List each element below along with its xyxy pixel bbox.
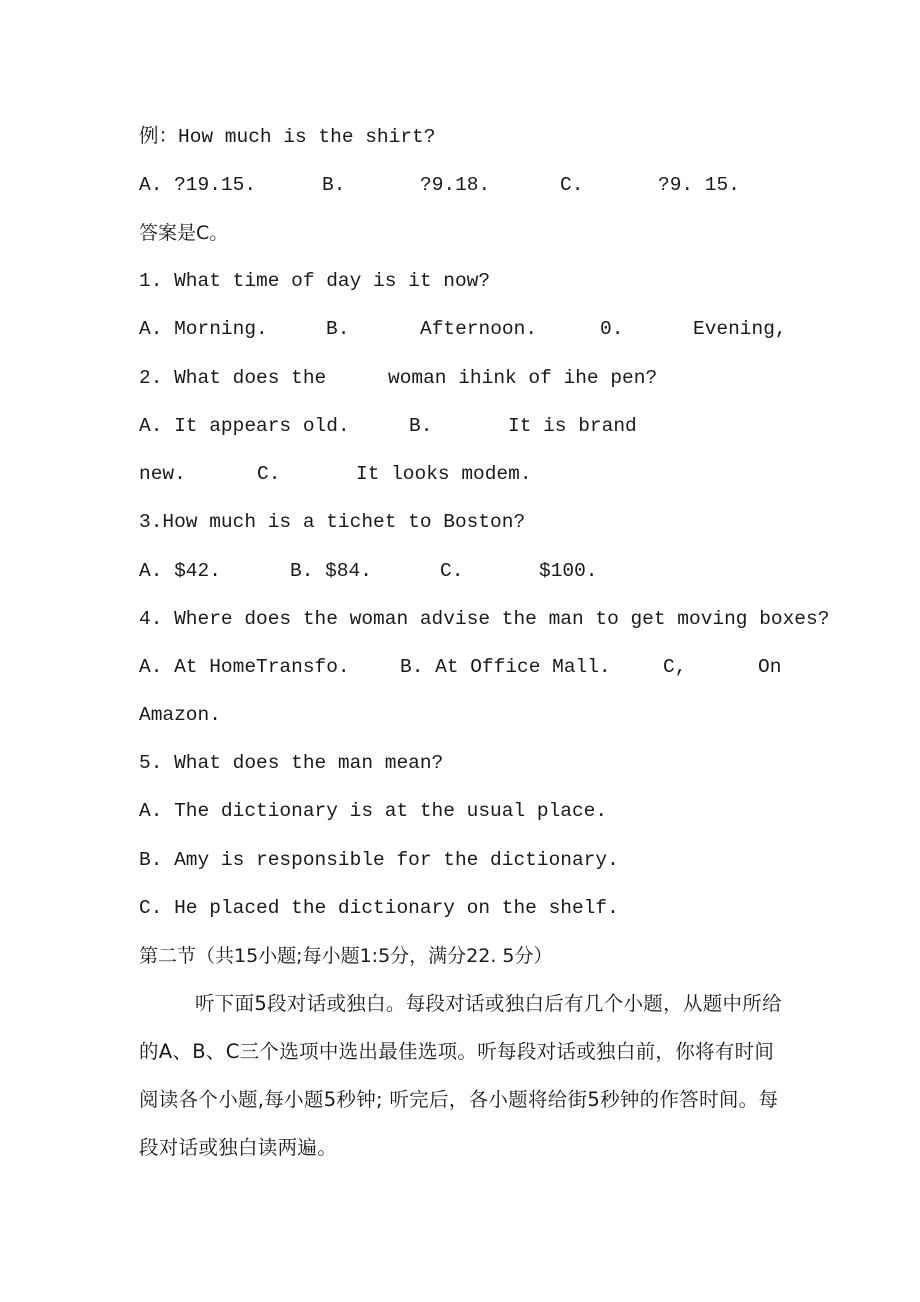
question-3-option-b: B. $84. [290,560,372,582]
question-4-option-c-text-cont: Amazon. [139,704,221,726]
question-1-option-c-text: Evening, [693,318,787,340]
example-option-b-letter: B. [322,174,346,196]
question-2-stem-part1: 2. What does the [139,367,327,389]
question-2-option-c-text: It looks modem. [356,463,532,485]
question-5-option-a: A. The dictionary is at the usual place. [139,800,608,822]
question-1-option-b-text: Afternoon. [420,318,538,340]
question-2-option-b-text: It is brand [508,415,637,437]
question-3-option-a: A. $42. [139,560,221,582]
question-1-stem: 1. What time of day is it now? [139,270,491,292]
question-4-stem: 4. Where does the woman advise the man to get moving boxes? [139,608,830,630]
question-4-option-c-text: On [758,656,782,678]
question-2-option-b-letter: B. [409,415,433,437]
question-3-option-c-letter: C. [440,560,464,582]
example-question: 例：How much is the shirt? [139,126,436,148]
question-5-option-c: C. He placed the dictionary on the shelf. [139,897,619,919]
example-option-b-text: ?9.18. [420,174,491,196]
question-4-option-a: A. At HomeTransfo. [139,656,350,678]
example-option-a: A. ?19.15. [139,174,257,196]
question-2-stem-part2: woman ihink of ihe pen? [388,367,658,389]
question-1-option-a: A. Morning. [139,318,268,340]
question-2-option-a: A. It appears old. [139,415,350,437]
example-option-c-letter: C. [560,174,584,196]
question-5-stem: 5. What does the man mean? [139,752,444,774]
example-answer: 答案是C。 [139,222,229,244]
section-2-heading: 第二节（共15小题;每小题1:5分，满分22. 5分） [139,945,553,967]
question-5-option-b: B. Amy is responsible for the dictionary. [139,849,619,871]
question-3-stem: 3.How much is a tichet to Boston? [139,511,526,533]
example-option-c-text: ?9. 15. [658,174,740,196]
question-3-option-c-text: $100. [539,560,598,582]
question-2-option-b-text-cont: new. [139,463,186,485]
question-2-option-c-letter: C. [257,463,281,485]
question-4-option-b: B. At Office Mall. [400,656,611,678]
question-4-option-c-letter: C, [663,656,687,678]
question-1-option-b-letter: B. [326,318,350,340]
question-1-option-c-letter: 0. [600,318,624,340]
section-2-instructions: 听下面5段对话或独白。每段对话或独白后有几个小题，从题中所给的A、B、C三个选项中选出最佳选项。听每段对话或独白前，你将有时间阅读各个小题,每小题5秒钟; 听完后，各小题将给街5秒钟的作答时间。每段对话或独白读两遍。 [139,992,782,1159]
